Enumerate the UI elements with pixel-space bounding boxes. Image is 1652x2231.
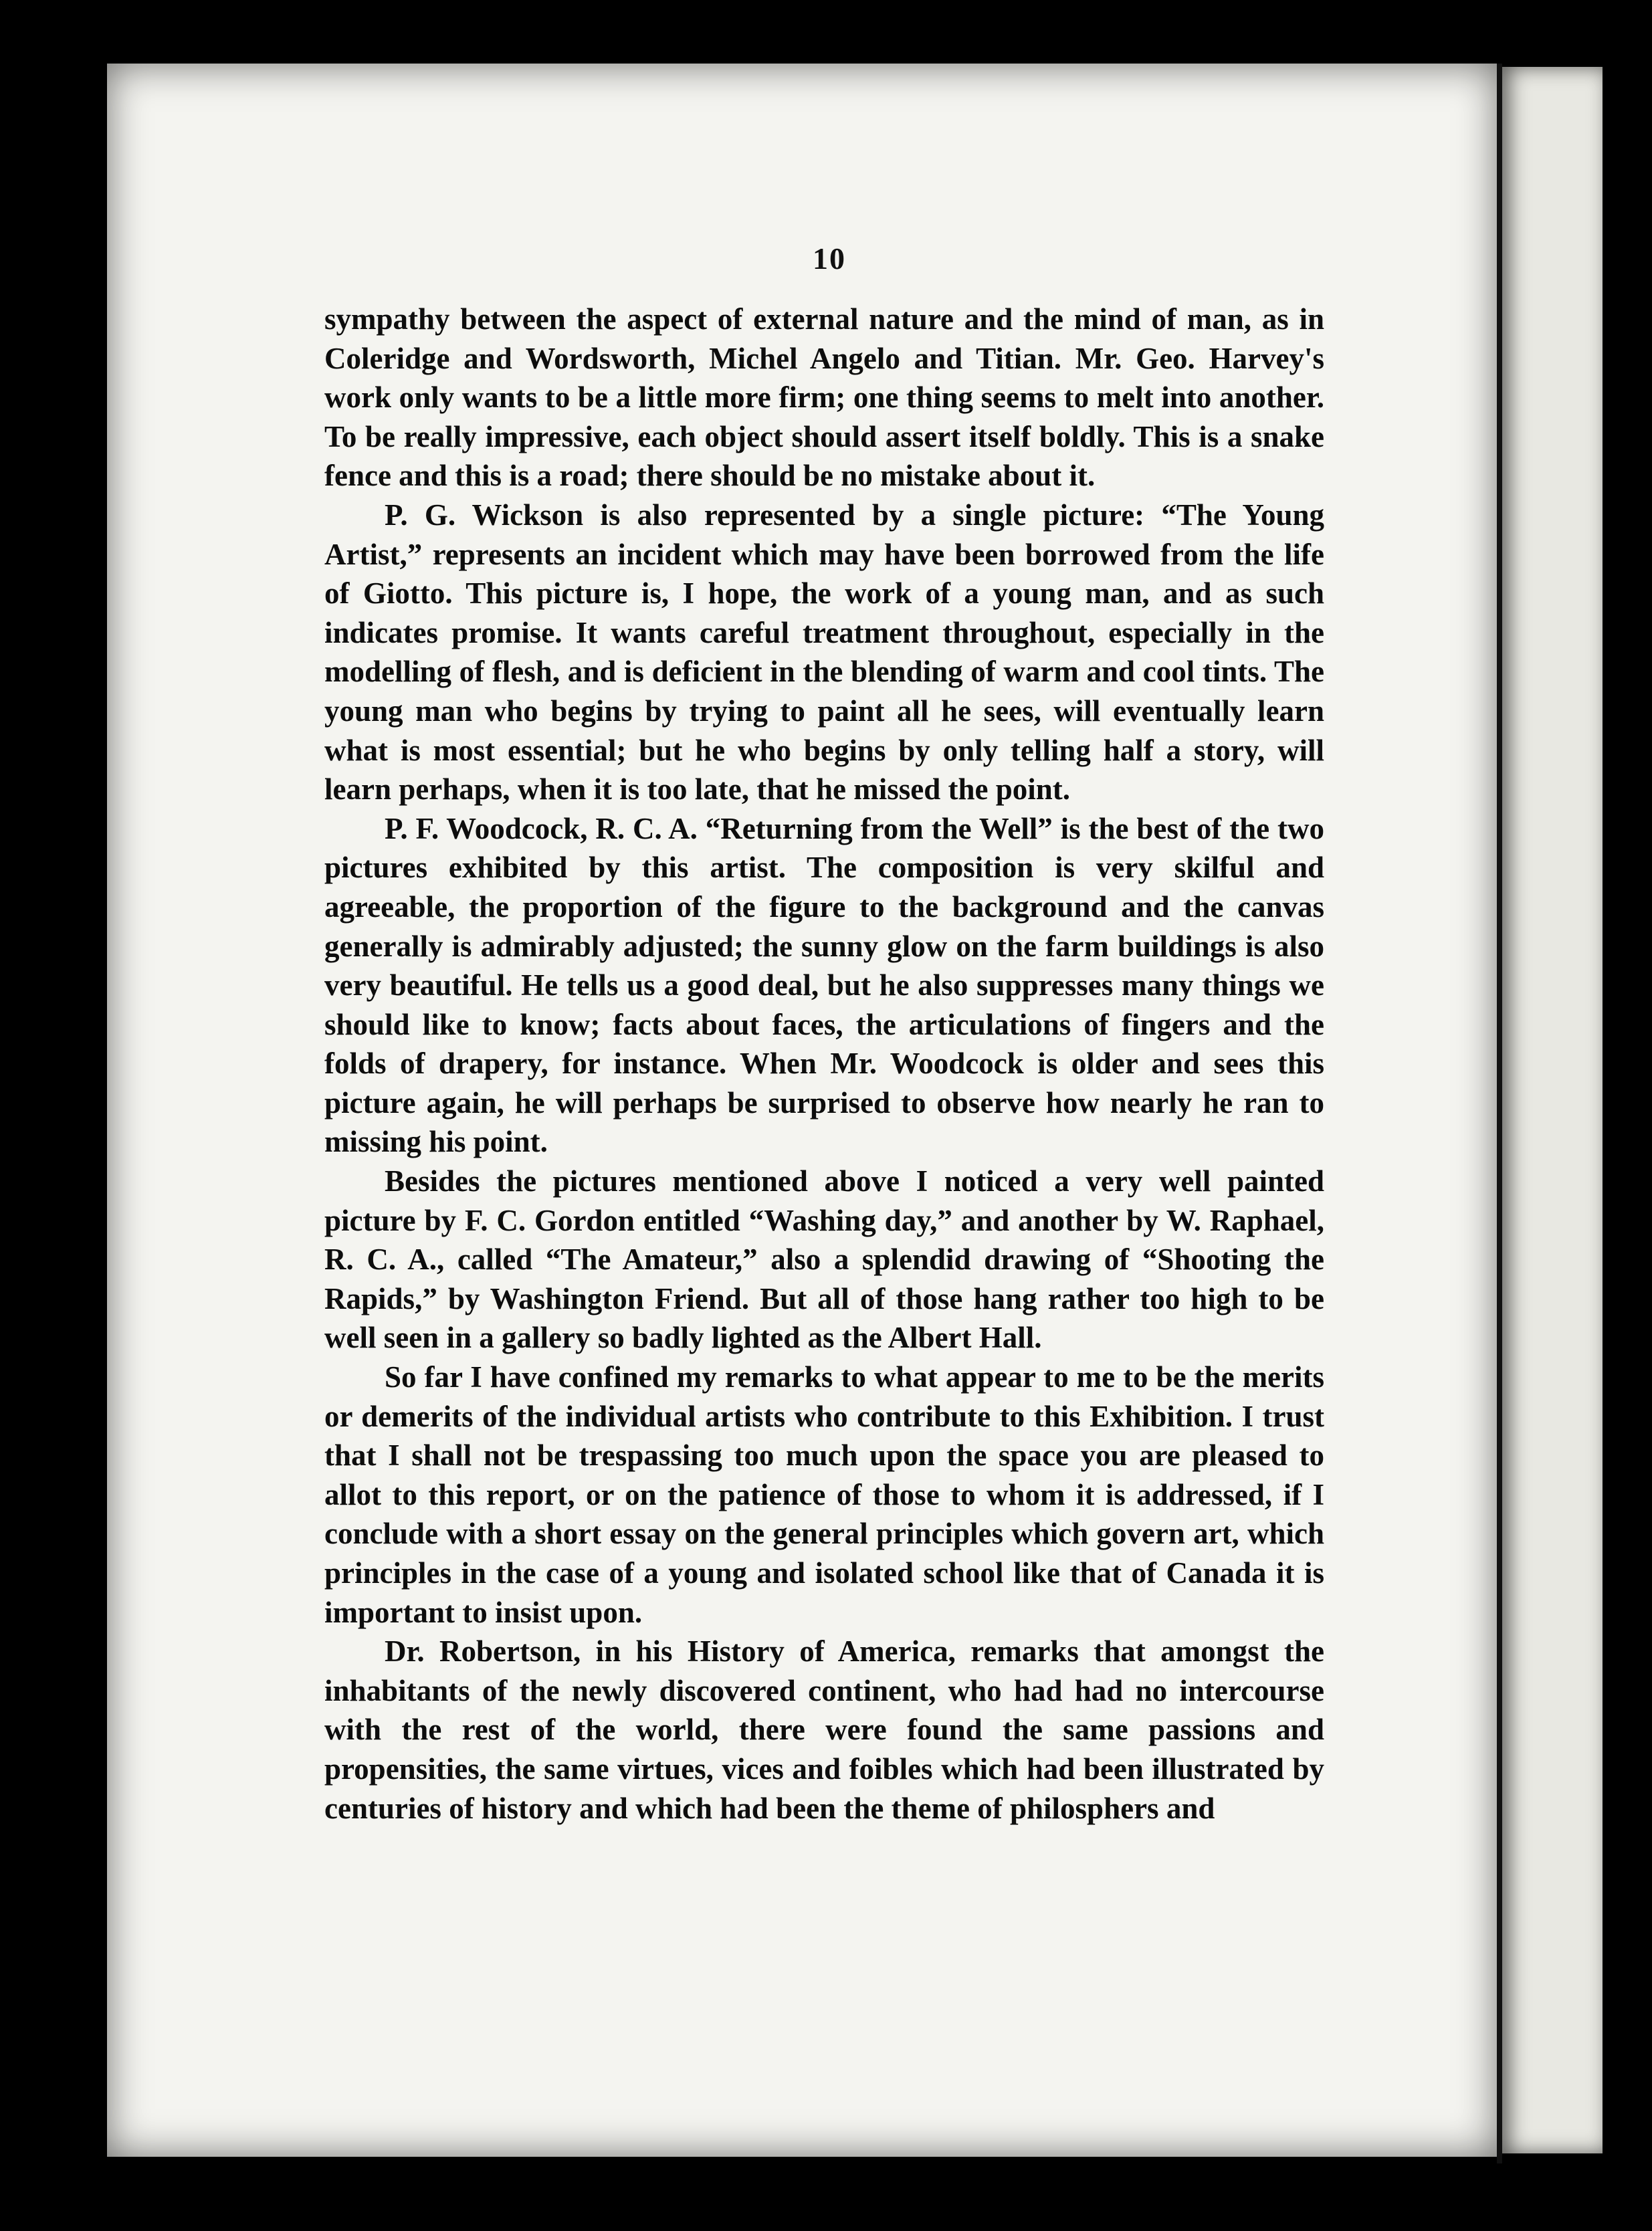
page-gutter bbox=[1497, 64, 1502, 2163]
paragraph-woodcock: P. F. Woodcock, R. C. A. “Returning from the Well” is the best of the two pictures exhibited by this artist. The composition is very skilful and agreeable, the proportion of the figure to the background and the canvas generally is admirably adjusted; the sunny glow on the farm buildings is also very beautiful. He tells us a good deal, but he also suppresses many things we should like to know; facts about faces, the articulations of fingers and the folds of drapery, for instance. When Mr. Woodcock is older and sees this picture again, he will perhaps be surprised to observe how nearly he ran to missing his point. bbox=[324, 811, 1324, 1159]
paragraph-general-principles: So far I have confined my remarks to what appear to me to be the merits or demerits of the individual artists who contribute to this Exhibition. I trust that I shall not be trespassing too much upon the space you are pleased to allot to this report, or on the patience of those to whom it is addressed, if I conclude with a short essay on the general principles which govern art, which principles in the case of a young and isolated school like that of Canada it is important to insist upon. bbox=[324, 1360, 1324, 1629]
paragraph-robertson: Dr. Robertson, in his History of America, remarks that amongst the inhabitants of the newly discovered continent, who had had no intercourse with the rest of the world, there were found the same passions and propensities, the same virtues, vices and foibles which had been illustrated by centuries of history and which had been the theme of philosphers and bbox=[324, 1634, 1324, 1825]
facing-page-edge bbox=[1502, 67, 1603, 2153]
body-text bbox=[324, 300, 1324, 1828]
paragraph-wickson: P. G. Wickson is also represented by a single picture: “The Young Artist,” represents an incident which may have been borrowed from the life of Giotto. This picture is, I hope, the work of a young man, and as such indicates promise. It wants careful treatment throughout, especially in the modelling of flesh, and is deficient in the blending of warm and cool tints. The young man who begins by trying to paint all he sees, will eventually learn what is most essential; but he who begins by only telling half a story, will learn perhaps, when it is too late, that he missed the point. bbox=[324, 498, 1324, 807]
paragraph-continuation: sympathy between the aspect of external nature and the mind of man, as in Coleridge and Wordsworth, Michel Angelo and Titian. Mr. Geo. Harvey's work only wants to be a little more firm; one thing seems to melt into another. To be really impressive, each object should assert itself boldly. This is a snake fence and this is a road; there should be no mistake about it. bbox=[324, 302, 1324, 493]
paragraph-other-pictures: Besides the pictures mentioned above I noticed a very well painted picture by F. C. Gordon entitled “Washing day,” and another by W. Raphael, R. C. A., called “The Amateur,” also a splendid drawing of “Shooting the Rapids,” by Washington Friend. But all of those hang rather too high to be well seen in a gallery so badly lighted as the Albert Hall. bbox=[324, 1164, 1324, 1355]
page-number: 10 bbox=[813, 241, 846, 276]
